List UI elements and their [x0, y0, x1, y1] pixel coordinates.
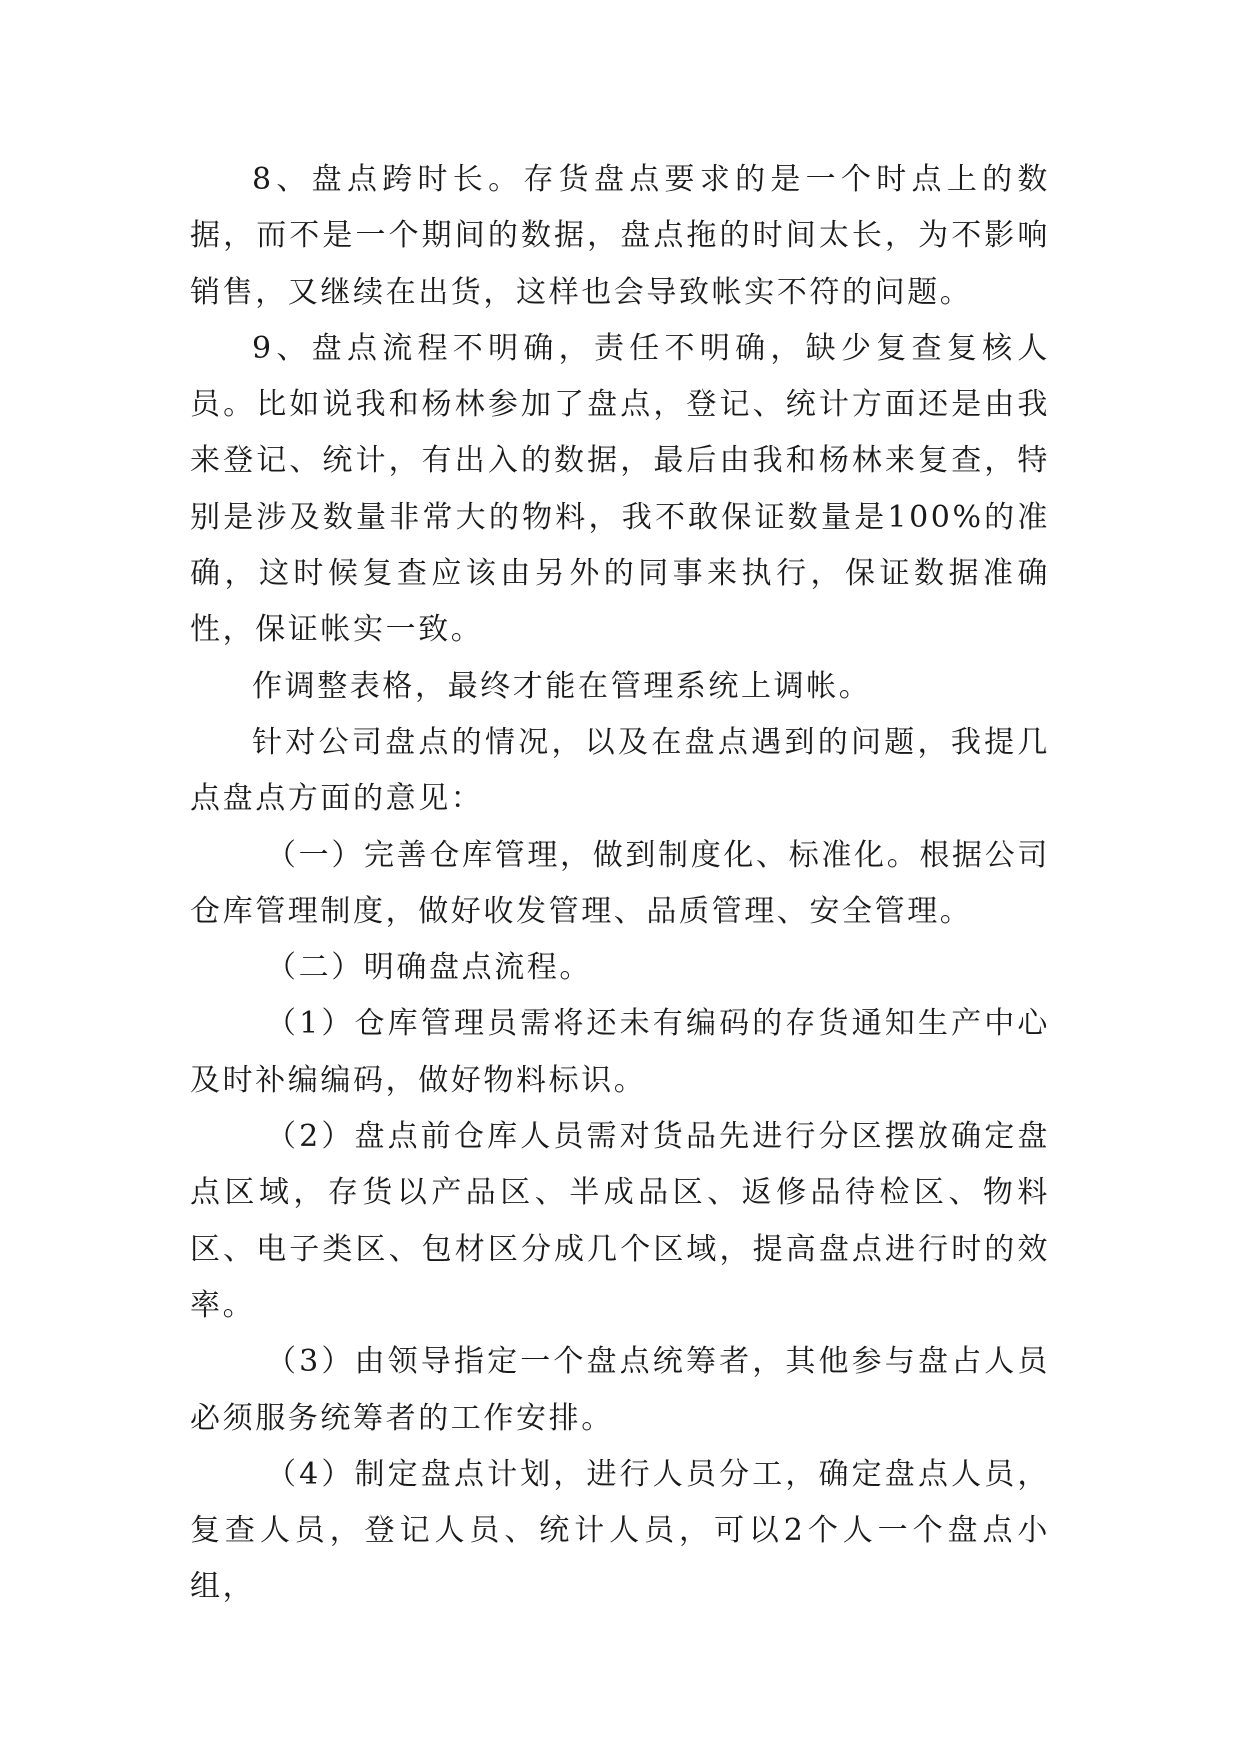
paragraph-section-1: （一）完善仓库管理，做到制度化、标准化。根据公司仓库管理制度，做好收发管理、品质管理、安全管理。	[190, 837, 1050, 929]
paragraph-step-4: （4）制定盘点计划，进行人员分工，确定盘点人员，复查人员，登记人员、统计人员，可以2个人一个盘点小组，	[190, 1456, 1050, 1605]
paragraph-suggestions-intro: 针对公司盘点的情况，以及在盘点遇到的问题，我提几点盘点方面的意见：	[190, 724, 1050, 817]
paragraph-step-3: （3）由领导指定一个盘点统筹者，其他参与盘占人员必须服务统筹者的工作安排。	[190, 1344, 1050, 1436]
paragraph-adjust-table: 作调整表格，最终才能在管理系统上调帐。	[252, 668, 872, 704]
paragraph-step-1: （1）仓库管理员需将还未有编码的存货通知生产中心及时补编编码，做好物料标识。	[190, 1006, 1050, 1098]
paragraph-section-2: （二）明确盘点流程。	[266, 950, 592, 986]
paragraph-item-9: 9、盘点流程不明确，责任不明确，缺少复查复核人员。比如说我和杨林参加了盘点，登记、统计方面还是由我来登记、统计，有出入的数据，最后由我和杨林来复查，特别是涉及数量非常大的物料，我不敢保证数量是100%的准确，这时候复查应该由另外的同事来执行，保证数据准确性，保证帐实一致。	[190, 330, 1050, 648]
document-body	[190, 152, 1050, 1616]
paragraph-item-8: 8、盘点跨时长。存货盘点要求的是一个时点上的数据，而不是一个期间的数据，盘点拖的时间太长，为不影响销售，又继续在出货，这样也会导致帐实不符的问题。	[190, 162, 1050, 310]
paragraph-step-2: （2）盘点前仓库人员需对货品先进行分区摆放确定盘点区域，存货以产品区、半成品区、返修品待检区、物料区、电子类区、包材区分成几个区域，提高盘点进行时的效率。	[190, 1119, 1050, 1323]
